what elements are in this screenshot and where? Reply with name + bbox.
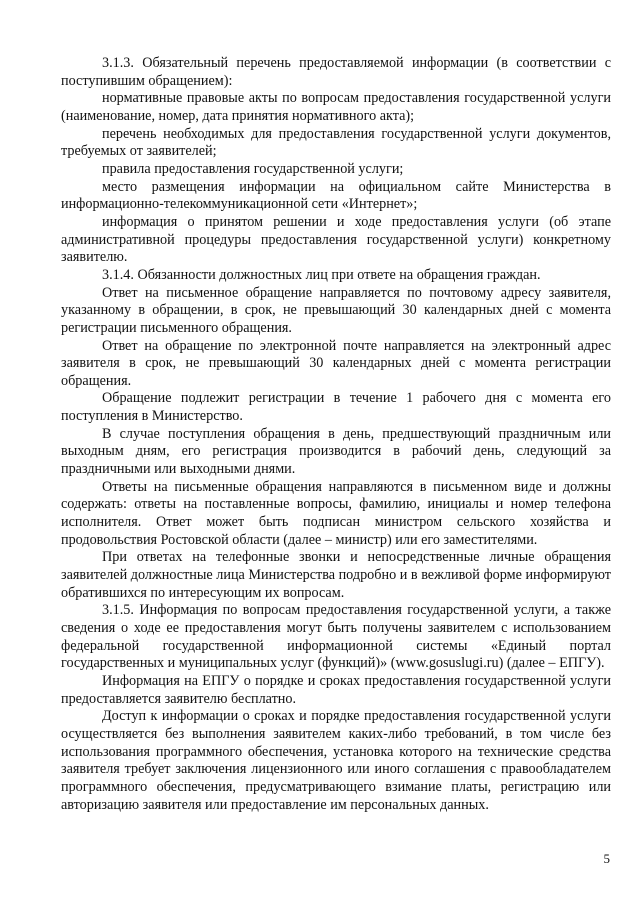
- paragraph-3-1-5: 3.1.5. Информация по вопросам предоставления государственной услуги, а также сведения о ходе ее предоставления могут быть получены заявителем с использованием федеральной государственной информационной системы «Единый портал государственных и муниципальных услуг (функций)» (www.gosuslugi.ru) (далее – ЕПГУ).: [61, 602, 611, 672]
- document-body: [61, 55, 611, 814]
- paragraph-access-info: Доступ к информации о сроках и порядке предоставления государственной услуги осуществляется без выполнения заявителем каких-либо требований, в том числе без использования программного обеспечения, установка которого на технические средства заявителя требует заключения лицензионного или иного соглашения с правообладателем программного обеспечения, предусматривающего взимание платы, регистрацию или авторизацию заявителя или предоставление им персональных данных.: [61, 708, 611, 813]
- paragraph-legal-acts: нормативные правовые акты по вопросам предоставления государственной услуги (наименование, номер, дата принятия нормативного акта);: [61, 90, 611, 124]
- paragraph-email-reply: Ответ на обращение по электронной почте направляется на электронный адрес заявителя в срок, не превышающий 30 календарных дней с момента регистрации обращения.: [61, 337, 611, 389]
- paragraph-holiday-registration: В случае поступления обращения в день, предшествующий праздничным или выходным дням, его регистрация производится в рабочий день, следующий за праздничными или выходными днями.: [61, 425, 611, 478]
- paragraph-written-answers: Ответы на письменные обращения направляются в письменном виде и должны содержать: ответы на поставленные вопросы, фамилию, инициалы и номер телефона исполнителя. Ответ может быть подписан министром сельского хозяйства и продовольствия Ростовской области (далее – министр) или его заместителями.: [61, 478, 611, 548]
- paragraph-epgu-free: Информация на ЕПГУ о порядке и сроках предоставления государственной услуги предоставляется заявителю бесплатно.: [61, 672, 611, 707]
- paragraph-registration: Обращение подлежит регистрации в течение 1 рабочего дня с момента его поступления в Министерство.: [61, 390, 611, 425]
- paragraph-3-1-3: 3.1.3. Обязательный перечень предоставляемой информации (в соответствии с поступившим обращением):: [61, 55, 611, 89]
- paragraph-info-placement: место размещения информации на официальном сайте Министерства в информационно-телекоммуникационной сети «Интернет»;: [61, 178, 611, 213]
- paragraph-written-reply: Ответ на письменное обращение направляется по почтовому адресу заявителя, указанному в обращении, в срок, не превышающий 30 календарных дней с момента регистрации письменного обращения.: [61, 284, 611, 336]
- paragraph-service-rules: правила предоставления государственной услуги;: [102, 160, 404, 177]
- page-number: 5: [603, 851, 610, 866]
- paragraph-phone-calls: При ответах на телефонные звонки и непосредственные личные обращения заявителей должностные лица Министерства подробно и в вежливой форме информируют обратившихся по интересующим их вопросам.: [61, 549, 611, 601]
- paragraph-decision-info: информация о принятом решении и ходе предоставления услуги (об этапе административной процедуры предоставления государственной услуги) конкретному заявителю.: [61, 213, 611, 266]
- paragraph-3-1-4: 3.1.4. Обязанности должностных лиц при ответе на обращения граждан.: [102, 266, 541, 283]
- paragraph-documents-list: перечень необходимых для предоставления государственной услуги документов, требуемых от заявителей;: [61, 125, 611, 160]
